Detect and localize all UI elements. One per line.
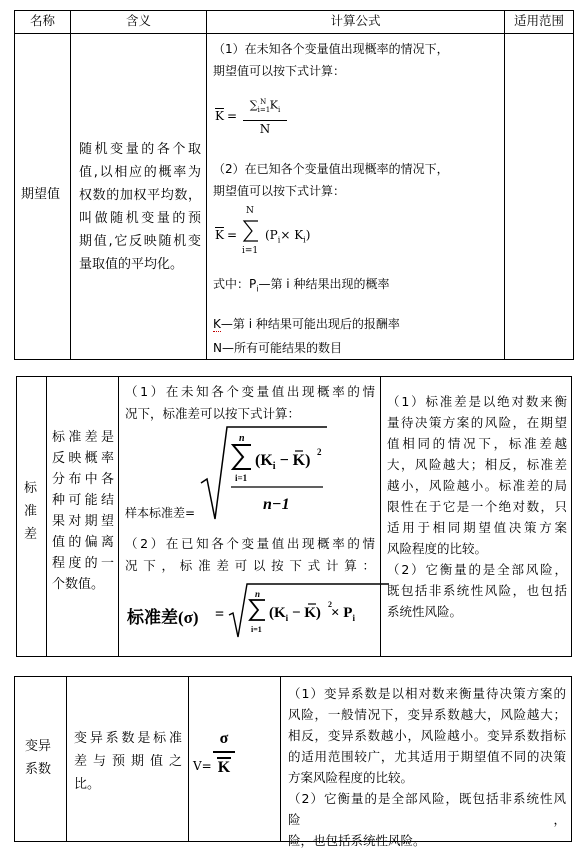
expected-value-name: 期望值 — [21, 187, 61, 202]
f1-term-sub: i — [278, 105, 281, 114]
meaning-line: 值,以相应的概率为 — [79, 165, 201, 180]
f2-body — [265, 228, 310, 244]
formula-expected-known — [215, 206, 355, 266]
cv-name-line: 变异 — [25, 739, 52, 754]
scope-line: 量待决策方案的风险，在期望 — [387, 415, 567, 430]
formula-sample-std — [199, 423, 329, 523]
note-pi-sub: i — [256, 284, 259, 294]
f1-fraction — [243, 94, 287, 137]
expected-value-name-cell — [15, 34, 71, 359]
f3-sigma — [233, 445, 251, 469]
scope-line: （2）它衡量的是全部风险， — [387, 562, 567, 577]
header-name — [15, 11, 71, 34]
scope-line: 风险，一般情况下，变异系数越大，风险越大； — [288, 707, 566, 722]
f1-sup: N — [260, 98, 267, 106]
expected-value-scope-cell — [505, 34, 573, 359]
f3-sup: n — [239, 433, 245, 444]
meaning-line: 种可能结 — [52, 493, 114, 508]
f1-lhs: $\overline{K}$ — [215, 109, 224, 123]
std-dev-name — [24, 477, 37, 546]
scope-line: 大，风险越大；相反，标准差 — [387, 457, 567, 472]
f1-sub: i=1 — [257, 105, 271, 114]
std-dev-name-cell — [17, 377, 47, 656]
f2-times: × K — [280, 228, 304, 242]
f4-label: 标准差(σ) — [127, 608, 199, 627]
cv-formula-cell — [189, 677, 281, 841]
cv-name-cell — [15, 677, 67, 841]
meaning-line: 个数值。 — [52, 577, 105, 592]
formula-population-std — [215, 581, 395, 641]
expected-value-meaning — [79, 138, 201, 276]
f3-num: $(K_i - K)$ — [255, 452, 311, 472]
scope-line: 的适用范围较广，尤其适用于期望值不同的决策 — [288, 749, 566, 764]
std-dev-meaning-cell — [47, 377, 119, 656]
f2-eq: = — [227, 228, 238, 242]
cv-name — [25, 735, 51, 781]
f2-close: ) — [305, 228, 311, 242]
f1-numerator — [243, 94, 287, 118]
meaning-line: 反映概率 — [52, 451, 114, 466]
meaning-line: 比。 — [74, 777, 101, 792]
std-case2-text — [125, 533, 375, 577]
meaning-line: 权数的加权平均数， — [79, 188, 201, 203]
f2-sup: N — [246, 206, 254, 216]
scope-line: 值相同的情况下，标准差越 — [387, 436, 567, 451]
meaning-line: 叫做随机变量的预 — [79, 211, 201, 226]
f3-sub: i=1 — [235, 473, 248, 483]
header-formula-text: 计算公式 — [330, 13, 381, 28]
meaning-line: 分布中各 — [52, 472, 114, 487]
scope-line: 方案风险程度的比较。 — [288, 770, 414, 785]
sample-std-label: 样本标准差= — [125, 506, 196, 520]
case2-line: 期望值可以按下式计算： — [213, 184, 346, 198]
cv-meaning — [74, 727, 182, 796]
std-dev-table — [16, 376, 572, 657]
case1-text — [213, 38, 449, 82]
meaning-line: 变异系数是标准 — [74, 731, 182, 746]
scope-line: （1）变异系数是以相对数来衡量待决策方案的 — [288, 686, 566, 701]
header-scope — [505, 11, 573, 34]
meaning-line: 差与预期值之 — [74, 754, 182, 769]
std-dev-formula-cell — [119, 377, 381, 656]
formula-expected-unknown — [215, 94, 335, 140]
std-dev-name-char: 准 — [24, 504, 38, 519]
scope-line: 系统性风险。 — [387, 604, 463, 619]
f4-eq: = — [215, 606, 225, 623]
cv-den: K — [217, 759, 231, 776]
header-name-text: 名称 — [29, 13, 55, 28]
meaning-line: 果对期望 — [52, 514, 114, 529]
f3-den: n−1 — [263, 496, 290, 513]
std-dev-meaning — [52, 427, 114, 595]
header-meaning-text: 含义 — [125, 13, 151, 28]
f2-body-sub2: i — [303, 235, 306, 245]
scope-line: 风险程度的比较。 — [387, 541, 488, 556]
scope-line: （2）它衡量的是全部风险，既包括非系统性风险， — [288, 791, 566, 827]
meaning-line: 程度的一 — [52, 556, 114, 571]
std-case2-line: （2）在已知各个变量值出现概率的情 — [125, 536, 375, 551]
note-ki — [213, 314, 400, 334]
note-ki-prefix: K — [213, 317, 221, 331]
note-n: N—所有可能结果的数目 — [213, 341, 342, 355]
meaning-line: 期值,它反映随机变 — [79, 234, 201, 249]
note-pi-prefix: 式中：P — [213, 277, 257, 291]
expected-value-table — [14, 10, 574, 360]
scope-line: 限性在于它是一个绝对数，只 — [387, 499, 567, 514]
f4-sub: i=1 — [251, 625, 262, 634]
case1-line: （1）在未知各个变量值出现概率的情况下， — [213, 42, 449, 56]
scope-line: （1）标准差是以绝对数来衡 — [387, 394, 567, 409]
std-case2-line: 况下，标准差可以按下式计算： — [125, 558, 375, 573]
std-case1-text — [125, 381, 375, 425]
formula-cv — [193, 729, 273, 789]
std-dev-name-char: 标 — [24, 481, 38, 496]
cv-scope — [288, 683, 566, 851]
scope-line: 险，也包括系统性风险。 — [288, 833, 426, 848]
f2-body-sub1: i — [277, 235, 281, 245]
f4-pow: 2 — [328, 600, 332, 609]
f4-sup: n — [255, 589, 261, 599]
scope-line: 适用于相同期望值决策方案 — [387, 520, 567, 535]
expected-value-formula-cell — [207, 34, 505, 359]
scope-line: 越小，风险越小。标准差的局 — [387, 478, 567, 493]
std-dev-scope — [387, 391, 567, 622]
header-scope-text: 适用范围 — [513, 13, 564, 28]
f2-sub: i=1 — [242, 246, 259, 256]
case2-text — [213, 158, 449, 202]
scope-line: 相反，变异系数越小，风险越小。变异系数指标 — [288, 728, 566, 743]
f2-lhs: $\overline{K}$ — [215, 228, 224, 242]
scope-line: 既包括非系统性风险，也包括 — [387, 583, 567, 598]
note-ki-rest: —第 i 种结果可能出现后的报酬率 — [220, 317, 400, 331]
meaning-line: 值的偏离 — [52, 535, 114, 550]
meaning-line: 标准差是 — [52, 430, 114, 445]
f1-term: K — [269, 98, 278, 112]
f3-pow: 2 — [317, 447, 322, 457]
variation-coefficient-table — [14, 676, 572, 848]
f4-sigma — [250, 600, 265, 620]
cv-scope-cell — [281, 677, 571, 848]
note-pi-rest: —第 i 种结果出现的概率 — [258, 277, 390, 291]
f2-sigma — [241, 218, 261, 244]
f1-sum: ∑ — [249, 98, 258, 112]
header-formula — [207, 11, 505, 34]
std-case1-line: 况下，标准差可以按下式计算： — [125, 406, 301, 421]
cv-fraction-bar — [213, 751, 235, 753]
meaning-line: 量取值的平均化。 — [79, 257, 184, 272]
expected-value-meaning-cell — [71, 34, 207, 359]
case1-line: 期望值可以按下式计算： — [213, 64, 346, 78]
cv-lhs: V= — [193, 759, 212, 773]
case2-line: （2）在已知各个变量值出现概率的情况下， — [213, 162, 449, 176]
std-dev-name-char: 差 — [24, 527, 38, 542]
f4-body: $(K_i - K)$ — [269, 605, 321, 623]
cv-num: σ — [219, 730, 229, 747]
cv-name-line: 系数 — [25, 762, 52, 777]
cv-fraction — [213, 729, 235, 777]
std-case1-line: （1）在未知各个变量值出现概率的情 — [125, 384, 375, 399]
cv-meaning-cell — [67, 677, 189, 841]
f1-denominator: N — [259, 121, 271, 136]
f2-body-open: (P — [265, 228, 278, 242]
std-dev-scope-cell — [381, 377, 571, 656]
header-meaning — [71, 11, 207, 34]
f4-times: × $P_i$ — [331, 605, 355, 623]
note-pi — [213, 274, 389, 299]
f1-eq: = — [227, 109, 238, 123]
meaning-line: 随机变量的各个取 — [79, 142, 201, 157]
